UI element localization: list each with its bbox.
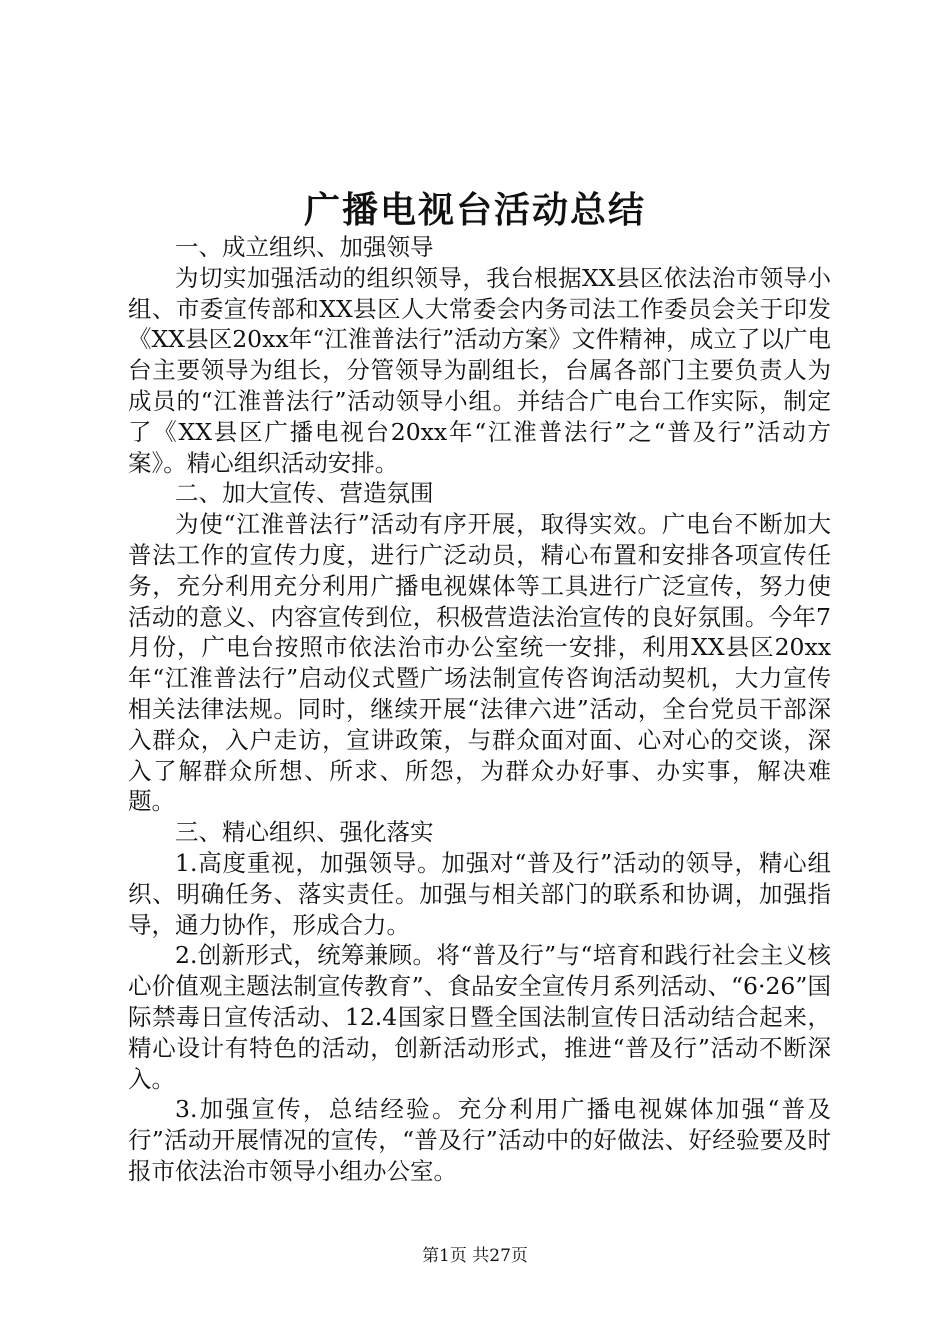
section-heading: 一、成立组织、加强领导 bbox=[175, 233, 434, 261]
paragraph: 3.加强宣传，总结经验。充分利用广播电视媒体加强“普及行”活动开展情况的宣传，“普及行”活动中的好做法、好经验要及时报市依法治市领导小组办公室。 bbox=[128, 1095, 831, 1185]
paragraph: 为切实加强活动的组织领导，我台根据XX县区依法治市领导小组、市委宣传部和XX县区人大常委会内务司法工作委员会关于印发《XX县区20xx年“江淮普法行”活动方案》文件精神，成立了以广电台主要领导为组长，分管领导为副组长，台属各部门主要负责人为成员的“江淮普法行”活动领导小组。并结合广电台工作实际，制定了《XX县区广播电视台20xx年“江淮普法行”之“普及行”活动方案》。精心组织活动安排。 bbox=[128, 263, 831, 477]
page-number-footer: 第1页 共27页 bbox=[422, 1246, 528, 1266]
paragraph: 为使“江淮普法行”活动有序开展，取得实效。广电台不断加大普法工作的宣传力度，进行广泛动员，精心布置和安排各项宣传任务，充分利用充分利用广播电视媒体等工具进行广泛宣传，努力使活动的意义、内容宣传到位，积极营造法治宣传的良好氛围。今年7月份，广电台按照市依法治市办公室统一安排，利用XX县区20xx年“江淮普法行”启动仪式暨广场法制宣传咨询活动契机，大力宣传相关法律法规。同时，继续开展“法律六进”活动，全台党员干部深入群众，入户走访，宣讲政策，与群众面对面、心对心的交谈，深入了解群众所想、所求、所怨，为群众办好事、办实事，解决难题。 bbox=[128, 510, 831, 816]
document-body bbox=[128, 232, 831, 1187]
document-title: 广播电视台活动总结 bbox=[303, 189, 646, 231]
paragraph: 1.高度重视，加强领导。加强对“普及行”活动的领导，精心组织、明确任务、落实责任。加强与相关部门的联系和协调，加强指导，通力协作，形成合力。 bbox=[128, 848, 831, 939]
section-heading: 二、加大宣传、营造氛围 bbox=[175, 479, 434, 508]
section-heading: 三、精心组织、强化落实 bbox=[175, 818, 434, 847]
paragraph: 2.创新形式，统筹兼顾。将“普及行”与“培育和践行社会主义核心价值观主题法制宣传教育”、食品安全宣传月系列活动、“6·26”国际禁毒日宣传活动、12.4国家日暨全国法制宣传日活动结合起来，精心设计有特色的活动，创新活动形式，推进“普及行”活动不断深入。 bbox=[128, 941, 831, 1093]
